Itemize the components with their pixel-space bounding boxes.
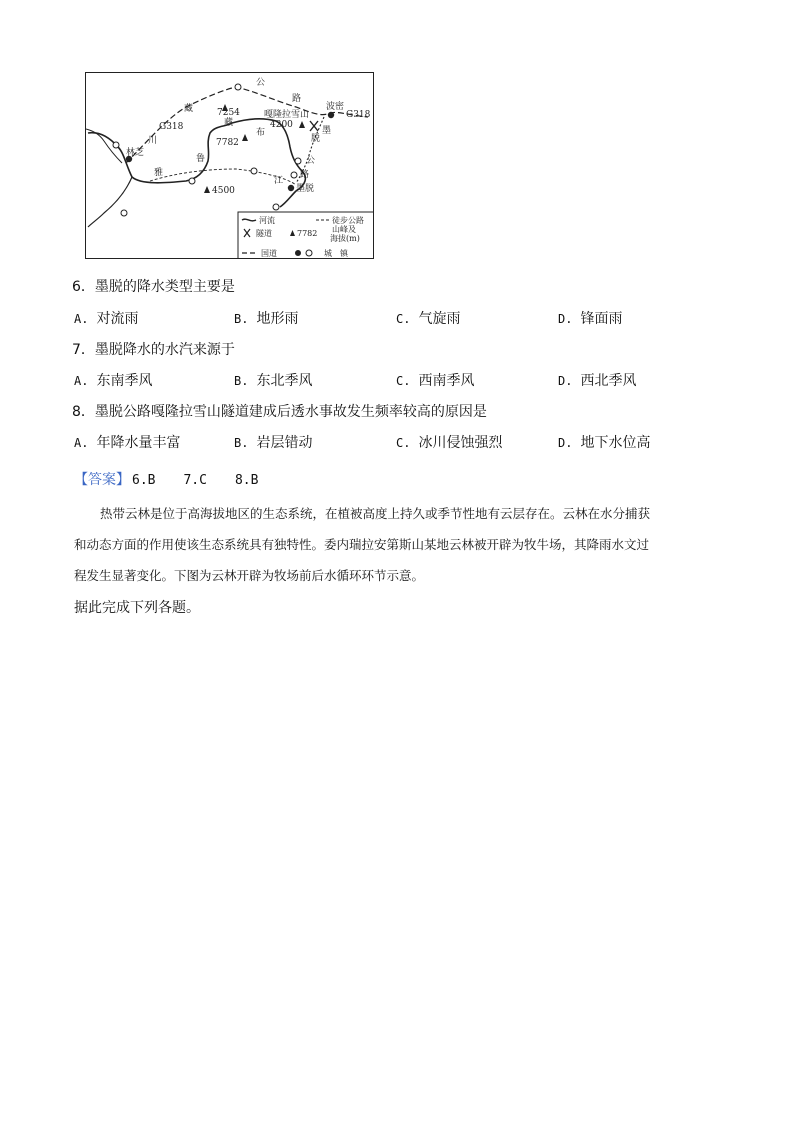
label-zang-inner: 藏	[224, 118, 234, 128]
legend-town: 城 镇	[324, 249, 348, 258]
legend-peak-label-2: 海拔(m)	[330, 234, 360, 243]
answer-tag: 【答案】	[74, 472, 130, 488]
town-small-3	[189, 178, 195, 184]
passage-line-3: 程发生显著变化。下图为云林开辟为牧场前后水循环环节示意。	[74, 568, 425, 583]
label-g318-left: G318	[159, 122, 184, 132]
legend-town-hollow-icon	[306, 250, 312, 256]
town-small-6	[291, 172, 297, 178]
question-6-stem: 6．墨脱的降水类型主要是	[72, 279, 235, 295]
label-bomi: 波密	[326, 102, 345, 112]
label-lu-river: 鲁	[196, 154, 206, 164]
label-motuo: 墨脱	[296, 184, 315, 194]
label-bu: 布	[256, 128, 266, 138]
label-g318-right: G318	[346, 110, 371, 120]
river-south-branch	[88, 177, 132, 227]
q8-option-a[interactable]: A. 年降水量丰富	[74, 435, 181, 451]
q8-option-b[interactable]: B. 岩层错动	[234, 435, 313, 451]
q7-option-a[interactable]: A. 东南季风	[74, 373, 153, 389]
q7-option-b[interactable]: B. 东北季风	[234, 373, 313, 389]
legend-peak-label-1: 山峰及	[332, 225, 356, 234]
passage	[74, 498, 724, 591]
town-small-1	[235, 84, 241, 90]
peak-7782-label: 7782	[216, 138, 239, 148]
answer-6: 6.B	[132, 473, 156, 488]
answer-line	[74, 469, 258, 489]
label-lu: 路	[292, 94, 302, 104]
question-8-stem: 8．墨脱公路嘎隆拉雪山隧道建成后透水事故发生频率较高的原因是	[72, 404, 487, 420]
legend-river: 河流	[259, 216, 275, 225]
map-figure	[85, 72, 374, 259]
peak-7782-icon	[242, 134, 248, 141]
town-small-2	[113, 142, 119, 148]
legend-peak-num: 7782	[297, 229, 318, 238]
legend-national-road: 国道	[261, 249, 277, 258]
peak-4500-label: 4500	[212, 186, 235, 196]
peak-4200-label: 4200	[270, 120, 293, 130]
town-small-5	[295, 158, 301, 164]
town-bomi	[328, 112, 334, 118]
q8-option-c[interactable]: C. 冰川侵蚀强烈	[396, 435, 503, 451]
q6-option-b[interactable]: B. 地形雨	[234, 311, 299, 327]
label-gala-mountain: 嘎隆拉雪山	[264, 110, 310, 120]
tunnel-icon	[310, 121, 318, 131]
peak-4200-icon	[299, 121, 305, 128]
question-7-stem: 7．墨脱降水的水汽来源于	[72, 342, 235, 358]
legend-trail: 徒步公路	[332, 216, 364, 225]
label-mo-vertical: 墨	[322, 126, 332, 136]
map-svg	[86, 73, 374, 259]
passage-line-1: 热带云林是位于高海拔地区的生态系统，在植被高度上持久或季节性地有云层存在。云林在水分捕获	[100, 506, 651, 521]
label-linzhi: 林芝	[126, 148, 145, 158]
label-jiang: 江	[274, 176, 284, 186]
label-gong-vertical: 公	[306, 156, 316, 166]
town-small-7	[121, 210, 127, 216]
label-tuo-vertical: 脱	[311, 134, 321, 144]
answer-7: 7.C	[183, 473, 207, 488]
label-chuan: 川	[148, 136, 158, 146]
label-ya: 雅	[154, 168, 164, 178]
q8-option-d[interactable]: D. 地下水位高	[558, 435, 651, 451]
town-small-8	[273, 204, 279, 210]
legend-tunnel: 隧道	[256, 229, 272, 238]
instruction-text: 据此完成下列各题。	[74, 600, 200, 616]
label-lu-vertical: 路	[300, 170, 310, 180]
label-gong: 公	[256, 78, 266, 88]
answer-8: 8.B	[234, 473, 259, 488]
passage-line-2: 和动态方面的作用使该生态系统具有独特性。委内瑞拉安第斯山某地云林被开辟为牧牛场，其降雨水文过	[74, 537, 650, 552]
town-small-4	[251, 168, 257, 174]
q6-option-a[interactable]: A. 对流雨	[74, 311, 139, 327]
q6-option-c[interactable]: C. 气旋雨	[396, 311, 461, 327]
label-zang-top: 藏	[184, 104, 194, 114]
legend-town-filled-icon	[295, 250, 301, 256]
peak-7254-label: 7254	[217, 108, 240, 118]
peak-4500-icon	[204, 186, 210, 193]
town-motuo	[288, 185, 294, 191]
q6-option-d[interactable]: D. 锋面雨	[558, 311, 623, 327]
map-legend	[238, 212, 374, 259]
q7-option-d[interactable]: D. 西北季风	[558, 373, 637, 389]
q7-option-c[interactable]: C. 西南季风	[396, 373, 475, 389]
